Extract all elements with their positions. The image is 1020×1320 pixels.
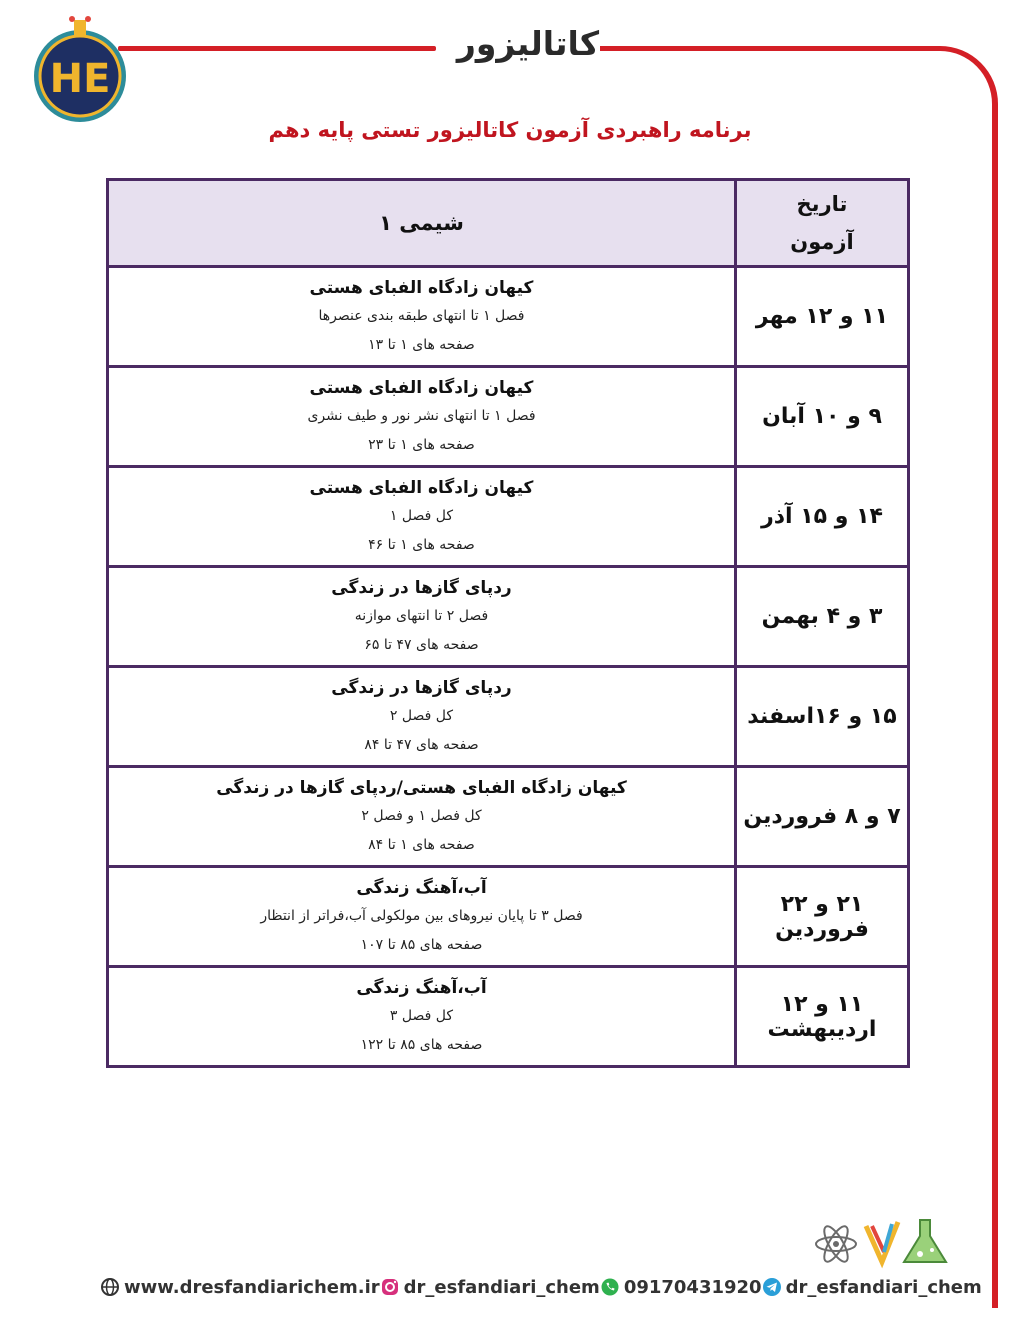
- exam-date: ۱۱ و ۱۲ مهر: [734, 268, 907, 368]
- website-link[interactable]: www.dresfandiarichem.ir: [124, 1276, 380, 1298]
- website-item[interactable]: [100, 1277, 380, 1298]
- syllabus-cell: [109, 268, 734, 368]
- header-red-line: [118, 46, 436, 51]
- table-row: [109, 368, 907, 468]
- syllabus-topic: کیهان زادگاه الفبای هستی: [309, 377, 534, 398]
- syllabus-scope: کل فصل ۱ و فصل ۲: [361, 807, 482, 824]
- syllabus-cell: [109, 868, 734, 968]
- syllabus-pages: صفحه های ۴۷ تا ۸۴: [364, 736, 479, 753]
- syllabus-topic: کیهان زادگاه الفبای هستی/ردپای گازها در زندگی: [216, 777, 627, 798]
- atom-icon: [816, 1223, 856, 1265]
- syllabus-topic: آب،آهنگ زندگی: [356, 877, 487, 898]
- hc-logo: [30, 14, 130, 124]
- syllabus-cell: [109, 668, 734, 768]
- whatsapp-item[interactable]: [600, 1277, 762, 1298]
- brand-name: کاتالیزور: [456, 24, 600, 63]
- syllabus-cell: [109, 368, 734, 468]
- instagram-icon: [380, 1277, 400, 1297]
- table-row: [109, 768, 907, 868]
- syllabus-cell: [109, 768, 734, 868]
- syllabus-scope: فصل ۲ تا انتهای موازنه: [354, 607, 489, 624]
- date-column-header: [734, 181, 907, 268]
- exam-date: ۲۱ و ۲۲ فروردین: [734, 868, 907, 968]
- whatsapp-icon: [600, 1277, 620, 1297]
- subject-column-header: شیمی ۱: [109, 181, 734, 268]
- telegram-icon: [762, 1277, 782, 1297]
- whatsapp-number[interactable]: 09170431920: [623, 1276, 762, 1298]
- exam-date: ۱۴ و ۱۵ آذر: [734, 468, 907, 568]
- exam-date: ۳ و ۴ بهمن: [734, 568, 907, 668]
- syllabus-topic: آب،آهنگ زندگی: [356, 977, 487, 998]
- exam-date: ۱۵ و ۱۶اسفند: [734, 668, 907, 768]
- contact-footer: [100, 1272, 982, 1302]
- table-row: [109, 468, 907, 568]
- syllabus-topic: ردپای گازها در زندگی: [331, 577, 512, 598]
- syllabus-topic: ردپای گازها در زندگی: [331, 677, 512, 698]
- table-row: [109, 668, 907, 768]
- syllabus-cell: [109, 968, 734, 1065]
- syllabus-pages: صفحه های ۸۵ تا ۱۲۲: [360, 1036, 483, 1053]
- syllabus-pages: صفحه های ۱ تا ۱۳: [368, 336, 475, 353]
- schedule-table: [106, 178, 910, 1068]
- syllabus-scope: فصل ۱ تا انتهای طبقه بندی عنصرها: [318, 307, 525, 324]
- instagram-item[interactable]: [380, 1277, 600, 1298]
- telegram-item[interactable]: [762, 1277, 982, 1298]
- table-row: [109, 868, 907, 968]
- science-icons: [808, 1212, 958, 1270]
- v-mark-icon: [866, 1222, 898, 1262]
- syllabus-scope: کل فصل ۲: [389, 707, 454, 724]
- syllabus-topic: کیهان زادگاه الفبای هستی: [309, 277, 534, 298]
- syllabus-pages: صفحه های ۴۷ تا ۶۵: [364, 636, 479, 653]
- flask-icon: [904, 1220, 946, 1262]
- table-row: [109, 968, 907, 1065]
- table-row: [109, 568, 907, 668]
- syllabus-topic: کیهان زادگاه الفبای هستی: [309, 477, 534, 498]
- table-row: [109, 268, 907, 368]
- syllabus-pages: صفحه های ۱ تا ۴۶: [368, 536, 475, 553]
- date-header-line-1: تاریخ: [796, 192, 848, 216]
- exam-date: ۱۱ و ۱۲ اردیبهشت: [734, 968, 907, 1065]
- exam-date: ۹ و ۱۰ آبان: [734, 368, 907, 468]
- syllabus-cell: [109, 468, 734, 568]
- syllabus-pages: صفحه های ۸۵ تا ۱۰۷: [360, 936, 483, 953]
- syllabus-cell: [109, 568, 734, 668]
- syllabus-pages: صفحه های ۱ تا ۲۳: [368, 436, 475, 453]
- syllabus-scope: فصل ۱ تا انتهای نشر نور و طیف نشری: [307, 407, 536, 424]
- instagram-handle[interactable]: dr_esfandiari_chem: [403, 1276, 600, 1298]
- syllabus-scope: کل فصل ۱: [389, 507, 454, 524]
- page-title: برنامه راهبردی آزمون کاتالیزور تستی پایه دهم: [268, 118, 752, 142]
- telegram-handle[interactable]: dr_esfandiari_chem: [785, 1276, 982, 1298]
- exam-date: ۷ و ۸ فروردین: [734, 768, 907, 868]
- globe-icon: [100, 1277, 120, 1297]
- syllabus-pages: صفحه های ۱ تا ۸۴: [368, 836, 475, 853]
- syllabus-scope: کل فصل ۳: [389, 1007, 454, 1024]
- svg-text:HE: HE: [49, 56, 111, 102]
- syllabus-scope: فصل ۳ تا پایان نیروهای بین مولکولی آب،فراتر از انتظار: [260, 907, 583, 924]
- date-header-line-2: آزمون: [790, 230, 854, 254]
- table-header-row: [109, 181, 907, 268]
